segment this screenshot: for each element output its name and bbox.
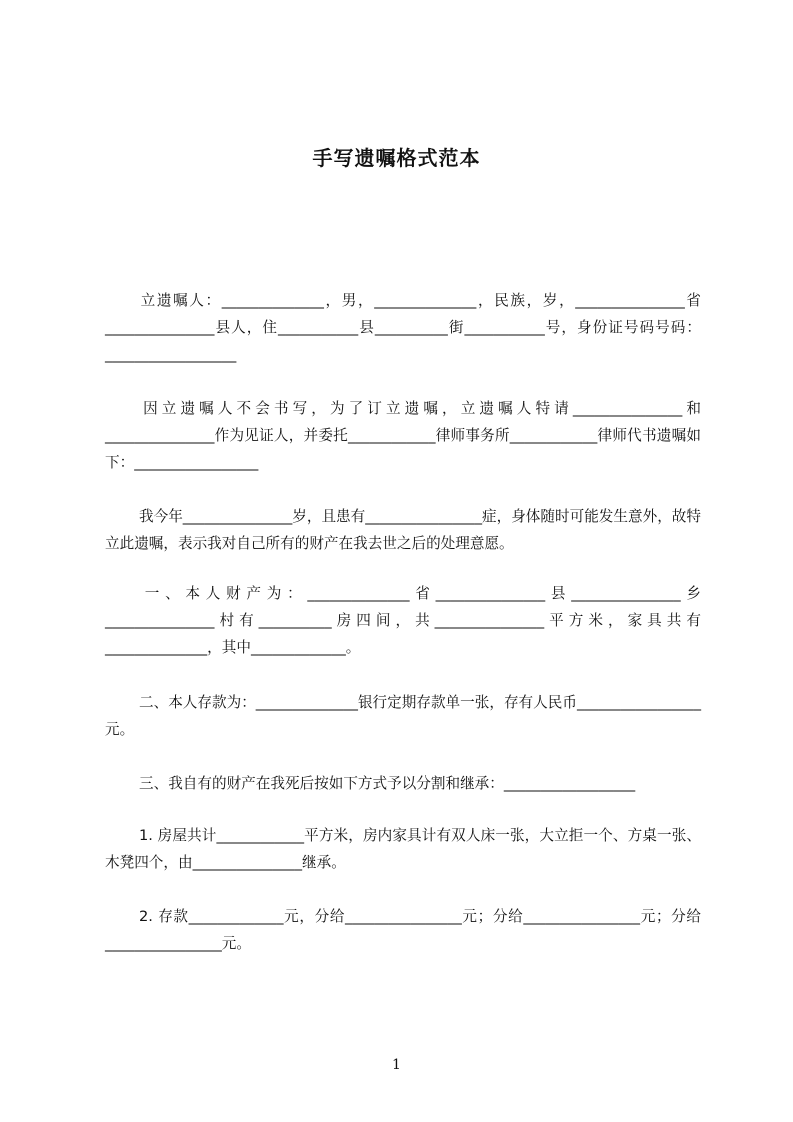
paragraph-inheritance xyxy=(105,770,701,797)
paragraph-text: 立遗嘱人：______________，男，______________，民族，岁，_______________省_______________县人，住___________县__________街___________号，身份证号码号码：__________________ xyxy=(105,292,701,363)
paragraph-text: 三、我自有的财产在我死后按如下方式予以分割和继承：__________________ xyxy=(139,775,636,792)
document-title: 手写遗嘱格式范本 xyxy=(312,146,481,170)
paragraph-property xyxy=(105,580,701,661)
paragraph-witnesses xyxy=(105,395,701,476)
paragraph-testator-info xyxy=(105,287,701,368)
paragraph-savings xyxy=(105,689,701,743)
paragraph-text: 二、本人存款为：______________银行定期存款单一张，存有人民币_________________元。 xyxy=(105,694,701,738)
paragraph-text: 1. 房屋共计____________平方米，房内家具计有双人床一张，大立拒一个、方桌一张、木凳四个，由_______________继承。 xyxy=(105,827,701,871)
paragraph-text: 我今年_______________岁，且患有________________症，身体随时可能发生意外，故特立此遗嘱，表示我对自己所有的财产在我去世之后的处理意愿。 xyxy=(105,508,701,552)
paragraph-text: 2. 存款_____________元，分给________________元；分给________________元；分给________________元。 xyxy=(105,908,701,952)
paragraph-item-deposit xyxy=(105,903,701,957)
paragraph-text: 因立遗嘱人不会书写，为了订立遗嘱，立遗嘱人特请_______________和_______________作为见证人，并委托____________律师事务所____________律师代书遗嘱如下：_________________ xyxy=(105,400,701,471)
paragraph-text: 一、本人财产为：______________省_______________县_______________乡_______________村有__________房四间，共_______________平方米，家具共有______________，其中_____________。 xyxy=(105,585,701,656)
paragraph-item-house xyxy=(105,822,701,876)
page-number: 1 xyxy=(392,1057,401,1073)
paragraph-declaration xyxy=(105,503,701,557)
